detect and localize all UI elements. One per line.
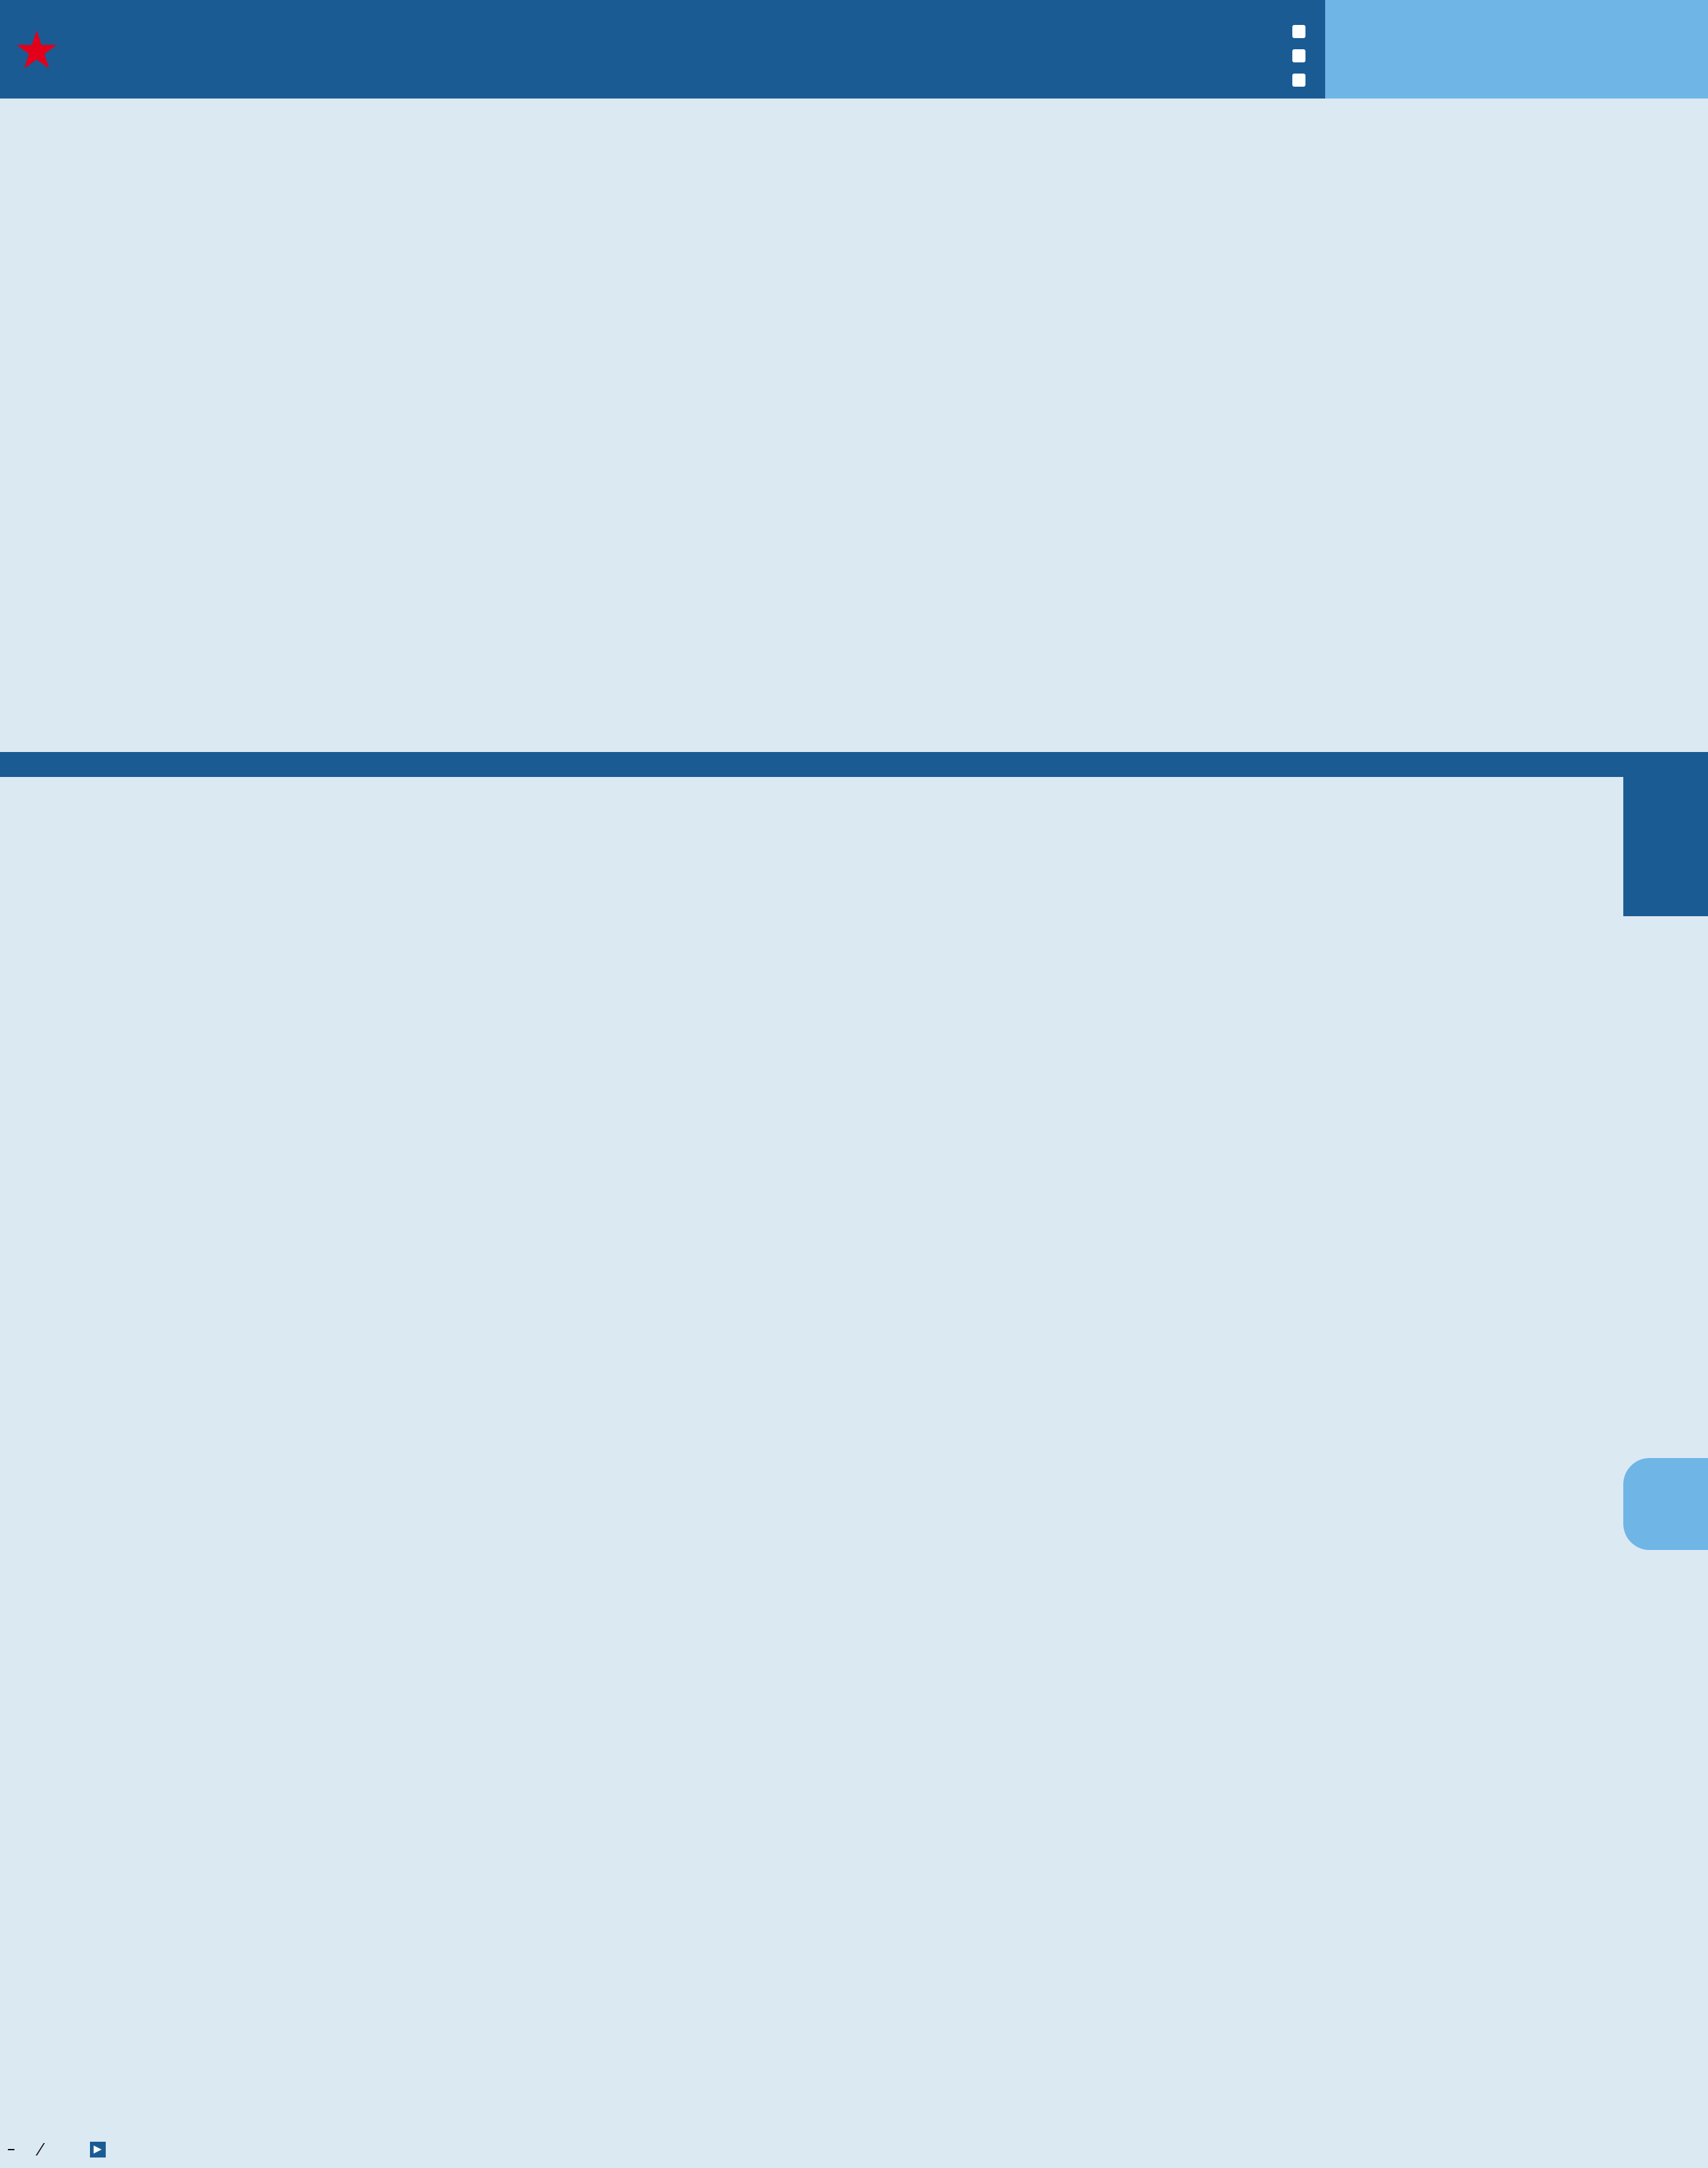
- day-tab: [1623, 1458, 1708, 1550]
- star-icon: ★: [13, 21, 60, 79]
- day-box: [1325, 0, 1708, 99]
- sw-icon: [8, 2149, 14, 2150]
- primetime-box: [1623, 752, 1708, 916]
- genre-band: [0, 752, 1708, 777]
- hoerfilm-icon: ⁄: [39, 2139, 43, 2159]
- tvmovie-logo: [13, 14, 60, 87]
- divider-dots: [1292, 25, 1308, 87]
- timeline: [1623, 99, 1708, 2135]
- legend-footer: [0, 2131, 1708, 2168]
- mediathek-icon: ▶: [90, 2142, 106, 2157]
